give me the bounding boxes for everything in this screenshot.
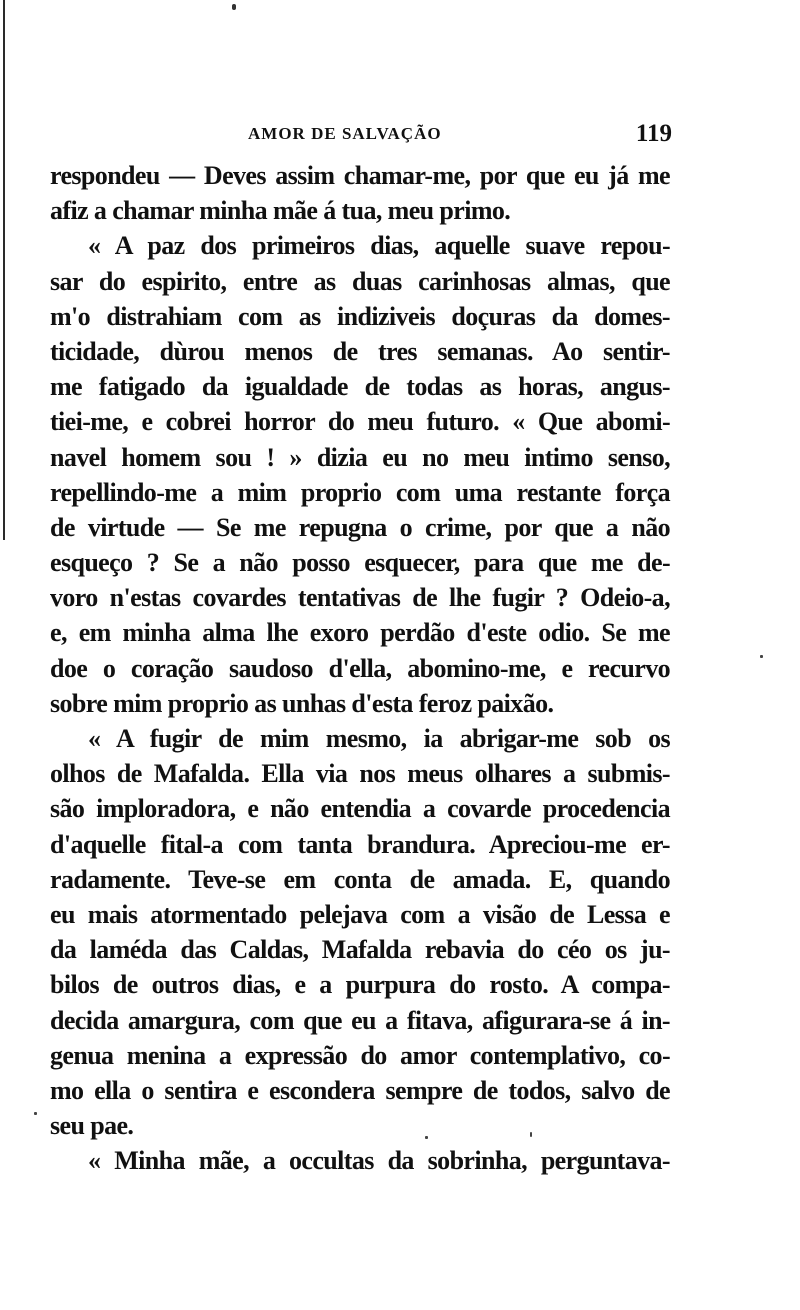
text-line: me fatigado da igualdade de todas as horas, angus- (50, 372, 670, 402)
text-line: decida amargura, com que eu a fitava, afigurara-se á in- (50, 1005, 670, 1035)
ink-speck (232, 4, 236, 10)
ink-speck (760, 655, 763, 658)
text-line: eu mais atormentado pelejava com a visão de Lessa e (50, 899, 670, 929)
text-line: « Minha mãe, a occultas da sobrinha, perguntava- (88, 1146, 670, 1176)
text-line: voro n'estas covardes tentativas de lhe fugir ? Odeio-a, (50, 583, 670, 613)
text-line: olhos de Mafalda. Ella via nos meus olhares a submis- (50, 759, 670, 789)
text-line: tiei-me, e cobrei horror do meu futuro. « Que abomi- (50, 407, 670, 437)
text-line: m'o distrahiam com as indiziveis doçuras da domes- (50, 301, 670, 331)
running-title: AMOR DE SALVAÇÃO (248, 124, 442, 143)
text-line: esqueço ? Se a não posso esquecer, para que me de- (50, 548, 670, 578)
page-header (52, 122, 672, 152)
text-line: respondeu — Deves assim chamar-me, por que eu já me (50, 161, 670, 190)
page-number: 119 (635, 120, 672, 147)
ink-speck (530, 1132, 532, 1137)
ink-speck (425, 1136, 428, 1139)
text-line: doe o coração saudoso d'ella, abomino-me, e recurvo (50, 653, 670, 683)
text-line: afiz a chamar minha mãe á tua, meu primo. (50, 196, 511, 226)
body-text (50, 158, 670, 1178)
text-line: sobre mim proprio as unhas d'esta feroz paixão. (50, 688, 554, 718)
text-line: mo ella o sentira e escondera sempre de todos, salvo de (50, 1075, 670, 1105)
text-line: « A fugir de mim mesmo, ia abrigar-me sob os (88, 724, 670, 753)
text-line: e, em minha alma lhe exoro perdão d'este odio. Se me (50, 618, 670, 648)
text-line: repellindo-me a mim proprio com uma restante força (50, 477, 670, 507)
text-line: ticidade, dùrou menos de tres semanas. Ao sentir- (50, 336, 670, 366)
text-line: navel homem sou ! » dizia eu no meu intimo senso, (50, 442, 670, 472)
text-line: de virtude — Se me repugna o crime, por que a não (50, 512, 670, 542)
text-line: radamente. Teve-se em conta de amada. E, quando (50, 864, 670, 894)
text-line: são imploradora, e não entendia a covarde procedencia (50, 794, 670, 824)
text-line: seu pae. (50, 1111, 134, 1141)
text-line: bilos de outros dias, e a purpura do rosto. A compa- (50, 970, 670, 1000)
ink-speck (34, 1112, 37, 1115)
text-line: genua menina a expressão do amor contemplativo, co- (50, 1040, 670, 1070)
text-line: sar do espirito, entre as duas carinhosas almas, que (50, 266, 670, 296)
text-line: d'aquelle fital-a com tanta brandura. Apreciou-me er- (50, 829, 670, 859)
page-edge-shadow (3, 0, 5, 540)
text-line: « A paz dos primeiros dias, aquelle suave repou- (88, 231, 670, 261)
text-line: da laméda das Caldas, Mafalda rebavia do céo os ju- (50, 935, 670, 965)
